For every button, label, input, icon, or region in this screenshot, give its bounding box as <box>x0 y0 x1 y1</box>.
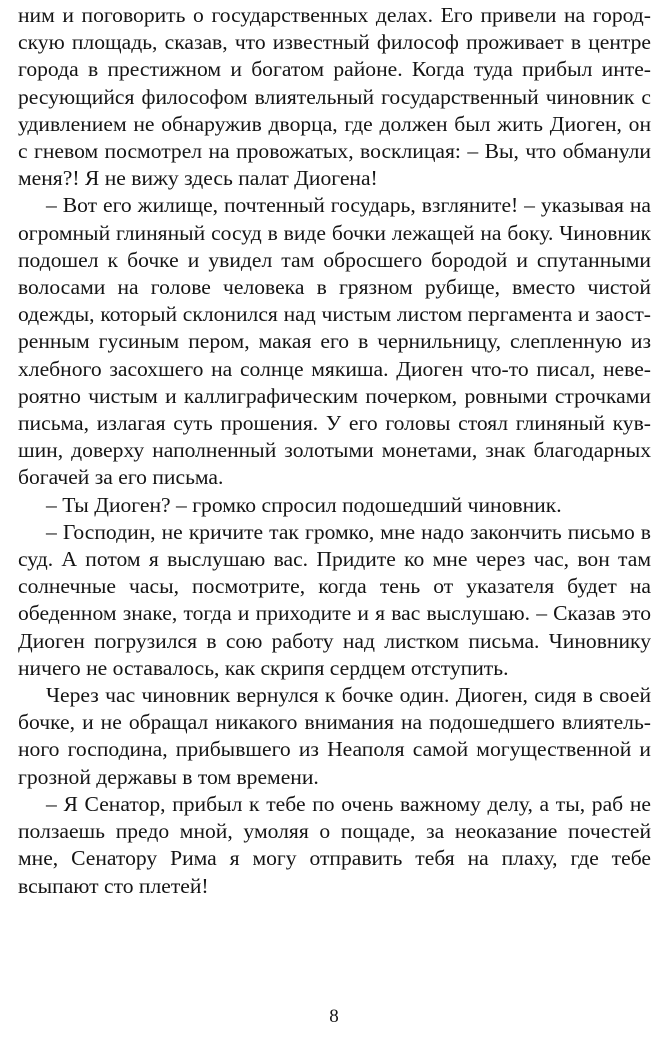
page-body <box>18 2 651 900</box>
paragraph-3: – Ты Диоген? – громко спросил подошедший чиновник. <box>46 492 562 517</box>
paragraph-2: – Вот его жилище, почтенный государь, взгляните! – указывая на огромный глиняный сосуд в виде бочки лежащей на боку. Чиновник подошел к бочке и увидел там обросшего бородой и спутанными волосами на голове человека в грязном рубище, вместо чистой одежды, который склонился над чистым листом пергамента и заостренным гусиным пером, макая его в чернильницу, слепленную из хлебного засохшего на солнце мякиша. Диоген что-то писал, невероятно чистым и каллиграфическим почерком, ровными строчками письма, излагая суть прошения. У его головы стоял глиняный кувшин, доверху наполненный золотыми монетами, знак благодарных богачей за его письма. <box>18 193 651 490</box>
paragraph-4: – Господин, не кричите так громко, мне надо закончить письмо в суд. А потом я выслушаю вас. Придите ко мне через час, вон там солнечные часы, посмотрите, когда тень от указателя будет на обеденном знаке, тогда и приходите и я вас выслушаю. – Сказав это Диоген погрузился в сою работу над листком письма. Чиновнику ничего не оставалось, как скрипя сердцем отступить. <box>18 519 651 680</box>
paragraph-1: ним и поговорить о государственных делах. Его привели на городскую площадь, сказав, что известный философ проживает в центре города в престижном и богатом районе. Когда туда прибыл интересующийся философом влиятельный государственный чиновник с удивлением не обнаружив дворца, где должен был жить Диоген, он с гневом посмотрел на провожатых, восклицая: – Вы, что обманули меня?! Я не вижу здесь палат Диогена! <box>18 3 651 191</box>
page-number: 8 <box>329 1006 339 1027</box>
paragraph-6: – Я Сенатор, прибыл к тебе по очень важному делу, а ты, раб не ползаешь предо мной, умоляя о пощаде, за неоказание почестей мне, Сенатору Рима я могу отправить тебя на плаху, где тебе всыпают сто плетей! <box>18 791 651 898</box>
paragraph-5: Через час чиновник вернулся к бочке один. Диоген, сидя в своей бочке, и не обращал никакого внимания на подошедшего влиятельного господина, прибывшего из Неаполя самой могущественной и грозной державы в том времени. <box>18 683 651 789</box>
